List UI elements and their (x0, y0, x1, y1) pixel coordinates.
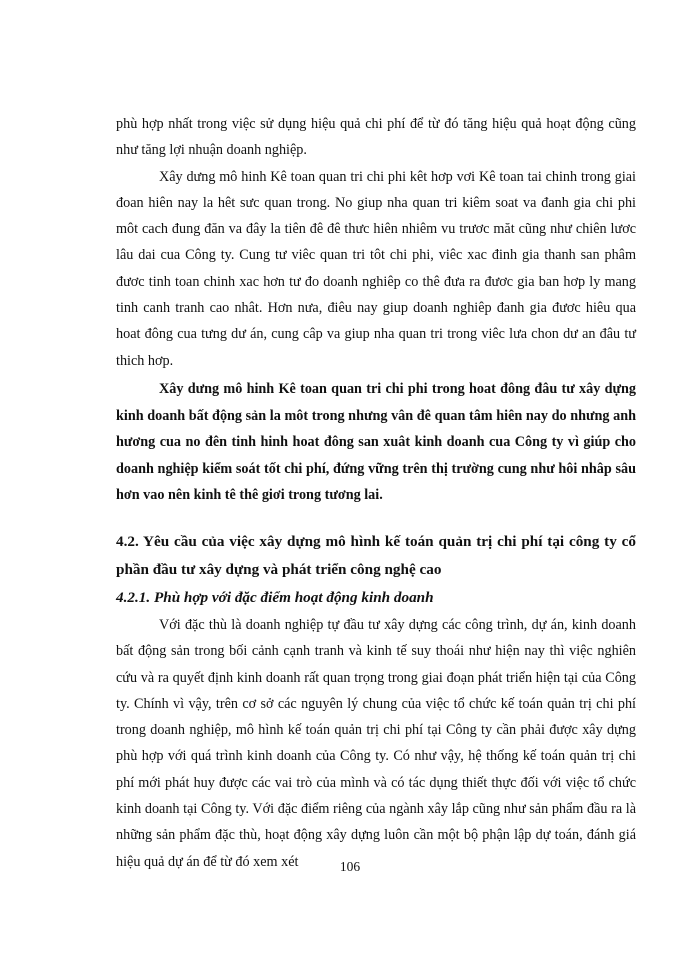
paragraph-continuation: phù hợp nhất trong việc sử dụng hiệu quả chi phí để từ đó tăng hiệu quả hoạt động cũng như tăng lợi nhuận doanh nghiệp. (116, 116, 636, 159)
paragraph-real-estate-emphasis: Xây dưng mô hinh Kê toan quan tri chi phi trong hoat đông đâu tư xây dựng kinh doanh bất động sản la môt trong nhưng vân đê quan tâm hiên nay do nhưng anh hương cua no đên tinh hinh hoat đông san xuât kinh doanh cua Công ty vì giúp cho doanh nghiệp kiểm soát tốt chi phí, đứng vững trên thị trường cung như hôi nhâp sâu hơn vao nên kinh tê thê giơi trong tương lai. (116, 380, 636, 504)
subsection-heading: 4.2.1. Phù hợp với đặc điểm hoạt động kinh doanh (116, 588, 434, 606)
page-content (116, 111, 636, 875)
paragraph-model-importance: Xây dưng mô hinh Kê toan quan tri chi phi kêt hơp vơi Kê toan tai chinh trong giai đoan hiên nay la hêt sưc quan trong. No giup nha quan tri kiêm soat va đanh gia chi phi môt cach đung đăn va đây la tiên đê đê thưc hiên nhiêm vu trươc măt cũng như chiên lươc lâu dai cua Công ty. Cung tư viêc quan tri tôt chi phi, viêc xac đinh gia thanh san phâm đươc tinh toan chinh xac hơn tư đo doanh nghiêp co thê đưa ra đươc gia ban hơp ly mang tinh canh tranh cao nhât. Hơn nưa, điêu nay giup doanh nghiêp đanh gia đươc hiêu qua hoat đông cua tưng dư án, cung câp va giup nha quan tri trong viêc lưa chon dư an đâu tư thich hơp. (116, 168, 636, 369)
page-number: 106 (339, 859, 361, 874)
section-heading: 4.2. Yêu cầu của việc xây dựng mô hình kế toán quản trị chi phí tại công ty cổ phần đầu tư xây dựng và phát triển công nghệ cao (116, 532, 636, 578)
paragraph-business-characteristics: Với đặc thù là doanh nghiệp tự đầu tư xây dựng các công trình, dự án, kinh doanh bất động sản trong bối cảnh cạnh tranh và kinh tế suy thoái như hiện nay thì việc nghiên cứu và ra quyết định kinh doanh rất quan trọng trong giai đoạn phát triển hiện tại của Công ty. Chính vì vậy, trên cơ sở các nguyên lý chung của việc tổ chức kế toán quản trị chi phí trong doanh nghiệp, mô hình kế toán quản trị chi phí tại Công ty cần phải được xây dựng phù hợp với quá trình kinh doanh của Công ty. Có như vậy, hệ thống kế toán quản trị chi phí mới phát huy được các vai trò của mình và có tác dụng thiết thực đối với việc tổ chức kinh doanh tại Công ty. Với đặc điểm riêng của ngành xây lắp cũng như sản phẩm đầu ra là những sản phẩm đặc thù, hoạt động xây dựng luôn cần một bộ phận lập dự toán, đánh giá hiệu quả dự án để từ đó xem xét (116, 616, 636, 870)
